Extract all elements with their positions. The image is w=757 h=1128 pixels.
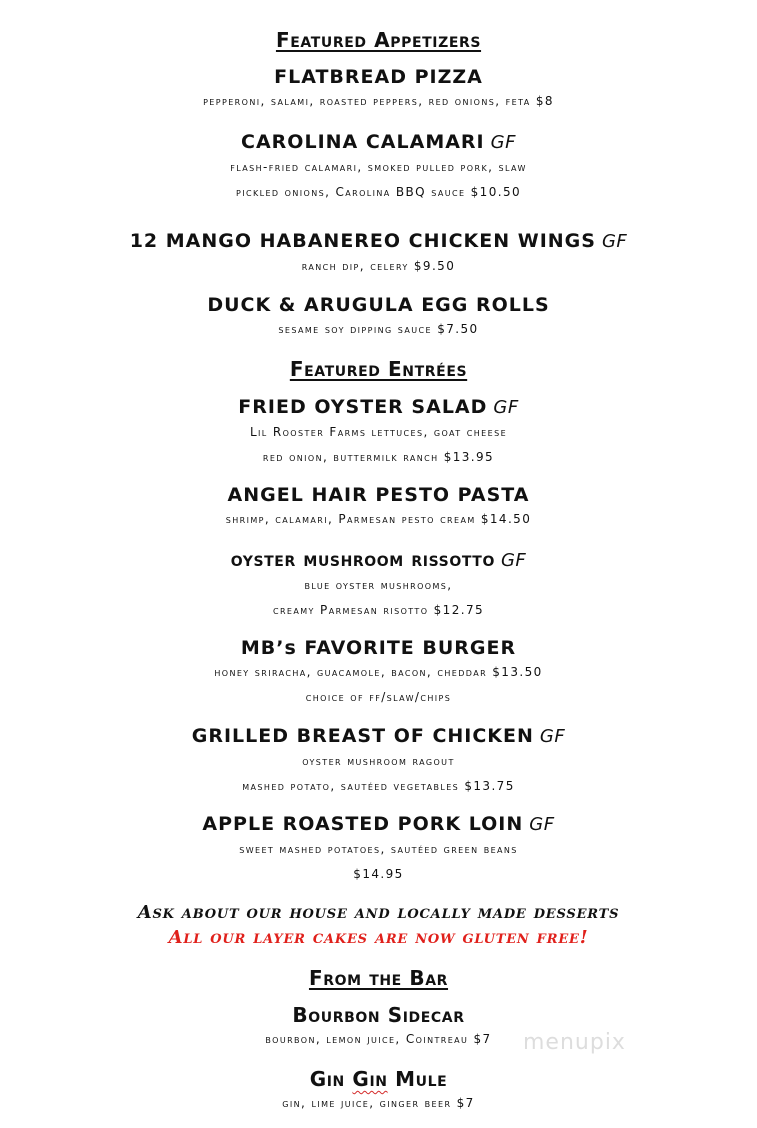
spellcheck-underline: Gin	[352, 1067, 388, 1091]
item-name: FRIED OYSTER SALAD	[238, 396, 488, 418]
gluten-free-marker: GF	[493, 397, 519, 418]
menu-item-burger	[0, 636, 757, 710]
item-description: oyster mushroom ragout	[302, 754, 455, 768]
item-description: pepperoni, salami, roasted peppers, red onions, feta $8	[203, 94, 554, 108]
item-description: ranch dip, celery $9.50	[301, 259, 456, 273]
item-description: sweet mashed potatoes, sautéed green beans	[239, 842, 518, 856]
item-name: Gin Gin Mule	[309, 1067, 448, 1091]
item-name: oyster mushroom rissotto	[230, 547, 495, 571]
item-description: red onion, buttermilk ranch $13.95	[262, 450, 495, 464]
item-name: CAROLINA CALAMARI	[241, 131, 485, 153]
drink-item-bourbon-sidecar	[0, 1003, 757, 1052]
section-title-appetizers: Featured Appetizers	[275, 28, 482, 52]
bar-header	[0, 966, 757, 990]
item-name: MB’s FAVORITE BURGER	[240, 637, 517, 659]
item-name: GRILLED BREAST OF CHICKEN	[191, 725, 534, 747]
item-description: Lil Rooster Farms lettuces, goat cheese	[249, 425, 508, 439]
item-name: APPLE ROASTED PORK LOIN	[202, 813, 524, 835]
gluten-free-marker: GF	[529, 814, 555, 835]
item-description: $14.95	[353, 867, 404, 881]
item-description: blue oyster mushrooms,	[304, 578, 453, 592]
item-description: gin, lime juice, ginger beer $7	[282, 1096, 475, 1110]
appetizers-header	[0, 28, 757, 52]
item-name: DUCK & ARUGULA EGG ROLLS	[207, 294, 550, 316]
dessert-notes	[0, 900, 757, 950]
watermark-logo: menupix	[523, 1030, 626, 1055]
item-description: shrimp, calamari, Parmesan pesto cream $14.50	[225, 512, 532, 526]
item-name: FLATBREAD PIZZA	[274, 66, 483, 88]
menu-item-angel-hair-pasta	[0, 483, 757, 532]
item-description: creamy Parmesan risotto $12.75	[272, 603, 485, 617]
menu-item-grilled-chicken	[0, 724, 757, 799]
section-title-bar: From the Bar	[308, 966, 449, 990]
menu-item-fried-oyster-salad	[0, 395, 757, 470]
item-description: flash-fried calamari, smoked pulled pork, slaw	[230, 160, 527, 174]
item-name: ANGEL HAIR PESTO PASTA	[227, 484, 530, 506]
menu-item-pork-loin	[0, 812, 757, 887]
gluten-free-cakes-note: All our layer cakes are now gluten free!	[168, 927, 589, 948]
desserts-note: Ask about our house and locally made desserts	[137, 902, 620, 923]
item-description: choice of ff/slaw/chips	[305, 690, 452, 704]
menu-item-carolina-calamari	[0, 130, 757, 205]
menu-item-mushroom-risotto	[0, 547, 757, 623]
menu-item-chicken-wings	[0, 229, 757, 279]
gluten-free-marker: GF	[500, 550, 527, 571]
item-description: mashed potato, sautéed vegetables $13.75	[242, 779, 515, 793]
gluten-free-marker: GF	[601, 231, 628, 252]
item-name: 12 MANGO HABANEREO CHICKEN WINGS	[129, 230, 596, 252]
item-description: sesame soy dipping sauce $7.50	[278, 322, 479, 336]
gluten-free-marker: GF	[490, 132, 516, 153]
section-title-entrees: Featured Entrées	[289, 357, 468, 381]
item-name: Bourbon Sidecar	[292, 1003, 465, 1027]
item-description: bourbon, lemon juice, Cointreau $7	[265, 1032, 492, 1046]
menu-item-flatbread-pizza	[0, 65, 757, 114]
menu-item-duck-egg-rolls	[0, 293, 757, 342]
item-description: pickled onions, Carolina BBQ sauce $10.50	[235, 185, 522, 199]
drink-item-gin-gin-mule	[0, 1067, 757, 1116]
gluten-free-marker: GF	[539, 726, 566, 747]
entrees-header	[0, 357, 757, 381]
item-description: honey sriracha, guacamole, bacon, cheddar $13.50	[214, 665, 543, 679]
